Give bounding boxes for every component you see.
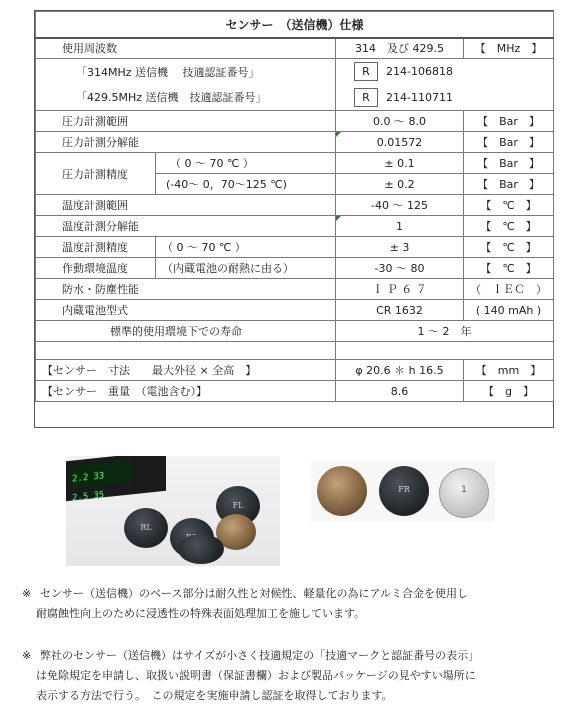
cert-314-cell (336, 59, 554, 85)
weight-label: 【センサー 重量 （電池含む）】 (36, 381, 336, 402)
note-line: は免除規定を申請し、取扱い説明書（保証書欄）および製品パッケージの見やすい場所に (36, 669, 476, 682)
screen-digit: 35 (93, 490, 105, 502)
sensor-cap (124, 508, 168, 548)
sensor-cap (379, 466, 429, 516)
temp-resolution-unit: 【 ℃ 】 (464, 216, 554, 237)
spec-table-frame (34, 10, 554, 428)
spec-row-frequency (36, 38, 554, 59)
weight-value: 8.6 (336, 381, 464, 402)
operating-temp-value: -30 ～ 80 (336, 258, 464, 279)
spec-row-cert-429 (36, 85, 554, 111)
frequency-value: 314 及び 429.5 (336, 38, 464, 59)
r-mark-icon: R (354, 62, 378, 81)
waterproof-label: 防水・防塵性能 (36, 279, 336, 300)
note-line: 表示する方法で行う。 この規定を実施申請し認証を取得しております。 (36, 689, 393, 702)
pressure-accuracy-unit-2: 【 Bar 】 (464, 174, 554, 195)
note-line: 耐腐蝕性向上のために浸透性の特殊表面処理加工を施しています。 (36, 607, 366, 620)
spec-row-pressure-range (36, 111, 554, 132)
pressure-accuracy-label: 圧力計測精度 (36, 153, 156, 195)
coin-label: 1 (461, 485, 467, 495)
notes (22, 584, 552, 728)
pressure-accuracy-cond-2: (-40～ 0，70～125 ℃) (156, 174, 336, 195)
operating-temp-label: 作動環境温度 (36, 258, 156, 279)
battery-value: CR 1632 (336, 300, 464, 321)
spec-row-temp-resolution (36, 216, 554, 237)
waterproof-value: Ｉ Ｐ ６ ７ (336, 279, 464, 300)
temp-range-label: 温度計測範囲 (36, 195, 336, 216)
temp-range-value: -40 ～ 125 (336, 195, 464, 216)
life-value: 1 ～ 2 年 (336, 321, 554, 342)
pressure-accuracy-cond-1: （ 0 ～ 70 ℃ ） (156, 153, 336, 174)
pressure-resolution-label: 圧力計測分解能 (36, 132, 336, 153)
note-mark: ※ (22, 587, 32, 600)
sensor-cap-label: FR (398, 485, 410, 494)
frequency-label: 使用周波数 (36, 38, 336, 59)
size-label: 【センサー 寸法 最大外径 × 全高 】 (36, 360, 336, 381)
cert-429-cell (336, 85, 554, 111)
tpms-display-unit (66, 456, 166, 504)
sensor-base (317, 466, 367, 516)
temp-resolution-label: 温度計測分解能 (36, 216, 336, 237)
battery-unit: ( 140 mAh ) (464, 300, 554, 321)
coin-icon (439, 468, 489, 518)
spec-row-waterproof (36, 279, 554, 300)
screen-digit: 33 (93, 471, 105, 483)
screen-digit: 2.5 (72, 491, 89, 504)
screen-digit: 2.2 (72, 472, 89, 485)
pressure-accuracy-value-1: ± 0.1 (336, 153, 464, 174)
blank-cell (336, 342, 554, 360)
temp-accuracy-label: 温度計測精度 (36, 237, 156, 258)
note-certification (22, 646, 552, 706)
r-mark-icon: R (354, 88, 378, 107)
sensor-cap-label: RL (140, 523, 152, 533)
temp-accuracy-value: ± 3 (336, 237, 464, 258)
spec-title: センサー （送信機）仕様 (36, 12, 554, 38)
cert-314-number: 214-106818 (386, 65, 453, 79)
size-unit: 【 mm 】 (464, 360, 554, 381)
pressure-accuracy-value-2: ± 0.2 (336, 174, 464, 195)
display-screen (72, 460, 132, 504)
pressure-resolution-unit: 【 Bar 】 (464, 132, 554, 153)
weight-unit: 【 g 】 (464, 381, 554, 402)
operating-temp-unit: 【 ℃ 】 (464, 258, 554, 279)
spec-row-operating-temp (36, 258, 554, 279)
note-line: センサー（送信機）のベース部分は耐久性と対候性、軽量化の為にアルミ合金を使用し (40, 587, 469, 600)
temp-accuracy-unit: 【 ℃ 】 (464, 237, 554, 258)
note-mark: ※ (22, 649, 32, 662)
cert-429-label: 「429.5MHz 送信機 技適認証番号」 (36, 85, 336, 111)
sensor-cap (178, 534, 224, 564)
temp-range-unit: 【 ℃ 】 (464, 195, 554, 216)
waterproof-unit: （ ＩＥＣ ） (464, 279, 554, 300)
pressure-range-label: 圧力計測範囲 (36, 111, 336, 132)
operating-temp-cond: （内蔵電池の耐熱に由る） (156, 258, 336, 279)
frequency-unit: 【 MHz 】 (464, 38, 554, 59)
temp-accuracy-cond: （ 0 ～ 70 ℃ ） (156, 237, 336, 258)
note-aluminum (22, 584, 552, 624)
note-line: 弊社のセンサー（送信機）はサイズが小さく技適規定の「技適マークと認証番号の表示」 (40, 649, 480, 662)
pressure-accuracy-unit-1: 【 Bar 】 (464, 153, 554, 174)
spec-row-temp-range (36, 195, 554, 216)
spec-row-life (36, 321, 554, 342)
blank-cell (36, 342, 336, 360)
battery-label: 内蔵電池型式 (36, 300, 336, 321)
cert-314-label: 「314MHz 送信機 技適認証番号」 (36, 59, 336, 85)
product-photo-sensors-display (66, 456, 280, 566)
life-label: 標準的使用環境下での寿命 (36, 321, 336, 342)
size-value: φ 20.6 ＊ h 16.5 (336, 360, 464, 381)
spec-row-battery (36, 300, 554, 321)
temp-resolution-value: 1 (336, 216, 464, 237)
spec-row-cert-314 (36, 59, 554, 85)
sensor-cap-label: FL (232, 501, 244, 511)
spec-row-blank (36, 342, 554, 360)
pressure-range-value: 0.0 ～ 8.0 (336, 111, 464, 132)
pressure-resolution-value: 0.01572 (336, 132, 464, 153)
spec-table (35, 11, 554, 402)
spec-row-temp-accuracy (36, 237, 554, 258)
spec-row-pressure-accuracy-1 (36, 153, 554, 174)
spec-row-weight (36, 381, 554, 402)
pressure-range-unit: 【 Bar 】 (464, 111, 554, 132)
spec-row-size (36, 360, 554, 381)
product-photo-sensor-coin (311, 460, 495, 522)
cert-429-number: 214-110711 (386, 90, 453, 104)
spec-row-pressure-resolution (36, 132, 554, 153)
